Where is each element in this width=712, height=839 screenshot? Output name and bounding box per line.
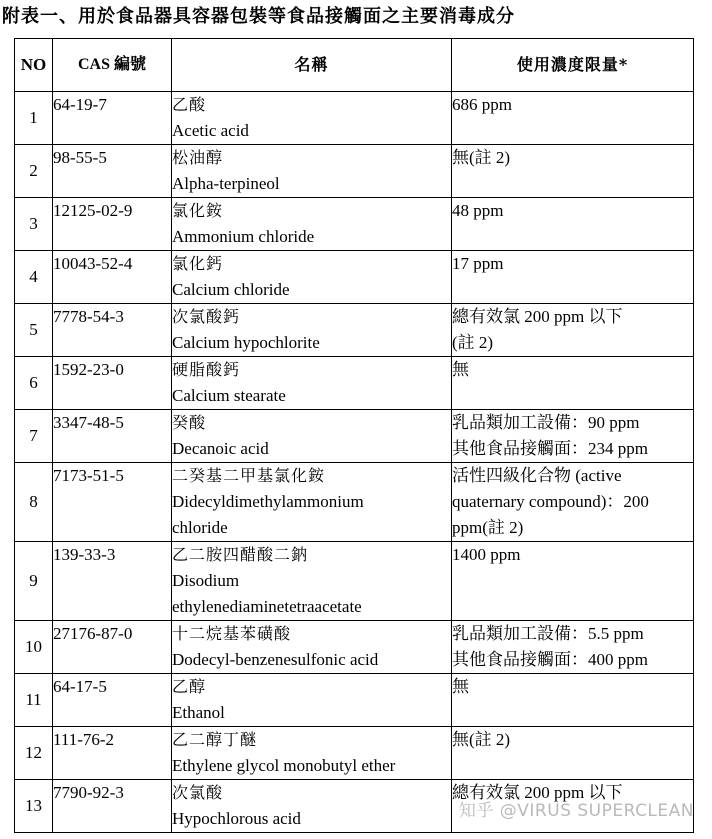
usage-limit-line: 總有效氯 200 ppm 以下 bbox=[452, 783, 623, 802]
table-row bbox=[15, 674, 694, 727]
usage-limit-line: 686 ppm bbox=[452, 95, 512, 114]
page-title: 附表一、用於食品器具容器包裝等食品接觸面之主要消毒成分 bbox=[2, 6, 515, 27]
usage-limit bbox=[452, 674, 694, 727]
usage-limit-line: 乳品類加工設備：5.5 ppm bbox=[452, 624, 644, 643]
usage-limit-line: 總有效氯 200 ppm 以下 bbox=[452, 307, 623, 326]
english-name: Ethylene glycol monobutyl ether bbox=[172, 756, 396, 775]
table-row bbox=[15, 145, 694, 198]
header-limit: 使用濃度限量* bbox=[452, 39, 694, 92]
usage-limit-line: 無 bbox=[452, 677, 469, 696]
cas-number: 98-55-5 bbox=[53, 145, 172, 198]
substance-name bbox=[172, 92, 452, 145]
usage-limit bbox=[452, 92, 694, 145]
usage-limit-line: 48 ppm bbox=[452, 201, 504, 220]
substance-name bbox=[172, 198, 452, 251]
cas-number: 3347-48-5 bbox=[53, 410, 172, 463]
row-number: 8 bbox=[15, 463, 53, 542]
table-body bbox=[15, 92, 694, 833]
usage-limit-line: 活性四級化合物 (active bbox=[452, 466, 622, 485]
row-number: 7 bbox=[15, 410, 53, 463]
cas-number: 7778-54-3 bbox=[53, 304, 172, 357]
chinese-name: 癸酸 bbox=[172, 413, 207, 432]
chinese-name: 乙二醇丁醚 bbox=[172, 730, 258, 749]
table-row bbox=[15, 542, 694, 621]
cas-number: 111-76-2 bbox=[53, 727, 172, 780]
usage-limit-line: 無(註 2) bbox=[452, 148, 511, 167]
usage-limit-line: quaternary compound)：200 bbox=[452, 492, 649, 511]
english-name: Dodecyl-benzenesulfonic acid bbox=[172, 650, 379, 669]
chinese-name: 次氯酸 bbox=[172, 783, 224, 802]
substance-name bbox=[172, 251, 452, 304]
english-name: Ammonium chloride bbox=[172, 227, 315, 246]
cas-number: 1592-23-0 bbox=[53, 357, 172, 410]
cas-number: 7790-92-3 bbox=[53, 780, 172, 833]
chinese-name: 乙二胺四醋酸二鈉 bbox=[172, 545, 309, 564]
usage-limit-line: ppm(註 2) bbox=[452, 518, 524, 537]
usage-limit bbox=[452, 198, 694, 251]
english-name: Disodium bbox=[172, 571, 240, 590]
table-row bbox=[15, 251, 694, 304]
substance-name bbox=[172, 410, 452, 463]
row-number: 3 bbox=[15, 198, 53, 251]
substance-name bbox=[172, 463, 452, 542]
table-row bbox=[15, 727, 694, 780]
usage-limit bbox=[452, 357, 694, 410]
disinfectant-table bbox=[14, 38, 694, 833]
chinese-name: 次氯酸鈣 bbox=[172, 307, 241, 326]
usage-limit-line: (註 2) bbox=[452, 333, 494, 352]
substance-name bbox=[172, 542, 452, 621]
usage-limit-line: 17 ppm bbox=[452, 254, 504, 273]
english-name: Calcium hypochlorite bbox=[172, 333, 320, 352]
header-no: NO bbox=[15, 39, 53, 92]
cas-number: 139-33-3 bbox=[53, 542, 172, 621]
usage-limit bbox=[452, 304, 694, 357]
english-name: Decanoic acid bbox=[172, 439, 269, 458]
table-row bbox=[15, 198, 694, 251]
usage-limit-line: 其他食品接觸面：234 ppm bbox=[452, 439, 648, 458]
substance-name bbox=[172, 304, 452, 357]
substance-name bbox=[172, 727, 452, 780]
table-row bbox=[15, 410, 694, 463]
cas-number: 27176-87-0 bbox=[53, 621, 172, 674]
cas-number: 64-19-7 bbox=[53, 92, 172, 145]
row-number: 10 bbox=[15, 621, 53, 674]
english-name: Didecyldimethylammonium bbox=[172, 492, 364, 511]
row-number: 6 bbox=[15, 357, 53, 410]
table-row bbox=[15, 304, 694, 357]
row-number: 5 bbox=[15, 304, 53, 357]
english-name: Hypochlorous acid bbox=[172, 809, 301, 828]
table-header-row bbox=[15, 39, 694, 92]
chinese-name: 氯化鈣 bbox=[172, 254, 224, 273]
substance-name bbox=[172, 674, 452, 727]
usage-limit-line: 1400 ppm bbox=[452, 545, 521, 564]
usage-limit bbox=[452, 251, 694, 304]
table-row bbox=[15, 357, 694, 410]
usage-limit-line: 無 bbox=[452, 360, 469, 379]
watermark: 知乎 @VIRUS SUPERCLEAN bbox=[458, 801, 694, 821]
chinese-name: 乙酸 bbox=[172, 95, 207, 114]
table-row bbox=[15, 92, 694, 145]
row-number: 13 bbox=[15, 780, 53, 833]
english-name: Ethanol bbox=[172, 703, 225, 722]
usage-limit-line: 乳品類加工設備：90 ppm bbox=[452, 413, 640, 432]
usage-limit bbox=[452, 463, 694, 542]
chinese-name: 十二烷基苯磺酸 bbox=[172, 624, 292, 643]
usage-limit bbox=[452, 727, 694, 780]
cas-number: 64-17-5 bbox=[53, 674, 172, 727]
row-number: 2 bbox=[15, 145, 53, 198]
english-name-continued: ethylenediaminetetraacetate bbox=[172, 597, 362, 616]
chinese-name: 松油醇 bbox=[172, 148, 224, 167]
chinese-name: 乙醇 bbox=[172, 677, 207, 696]
english-name-continued: chloride bbox=[172, 518, 228, 537]
chinese-name: 二癸基二甲基氯化銨 bbox=[172, 466, 326, 485]
cas-number: 12125-02-9 bbox=[53, 198, 172, 251]
row-number: 1 bbox=[15, 92, 53, 145]
chinese-name: 氯化銨 bbox=[172, 201, 224, 220]
cas-number: 7173-51-5 bbox=[53, 463, 172, 542]
table-row bbox=[15, 463, 694, 542]
row-number: 9 bbox=[15, 542, 53, 621]
usage-limit bbox=[452, 410, 694, 463]
english-name: Calcium stearate bbox=[172, 386, 286, 405]
usage-limit bbox=[452, 542, 694, 621]
table-row bbox=[15, 621, 694, 674]
usage-limit-line: 其他食品接觸面：400 ppm bbox=[452, 650, 648, 669]
english-name: Calcium chloride bbox=[172, 280, 290, 299]
english-name: Alpha-terpineol bbox=[172, 174, 280, 193]
substance-name bbox=[172, 621, 452, 674]
usage-limit-line: 無(註 2) bbox=[452, 730, 511, 749]
header-name: 名稱 bbox=[172, 39, 452, 92]
row-number: 11 bbox=[15, 674, 53, 727]
english-name: Acetic acid bbox=[172, 121, 249, 140]
substance-name bbox=[172, 145, 452, 198]
usage-limit bbox=[452, 145, 694, 198]
chinese-name: 硬脂酸鈣 bbox=[172, 360, 241, 379]
substance-name bbox=[172, 357, 452, 410]
header-cas: CAS 編號 bbox=[53, 39, 172, 92]
substance-name bbox=[172, 780, 452, 833]
row-number: 12 bbox=[15, 727, 53, 780]
cas-number: 10043-52-4 bbox=[53, 251, 172, 304]
usage-limit bbox=[452, 621, 694, 674]
row-number: 4 bbox=[15, 251, 53, 304]
